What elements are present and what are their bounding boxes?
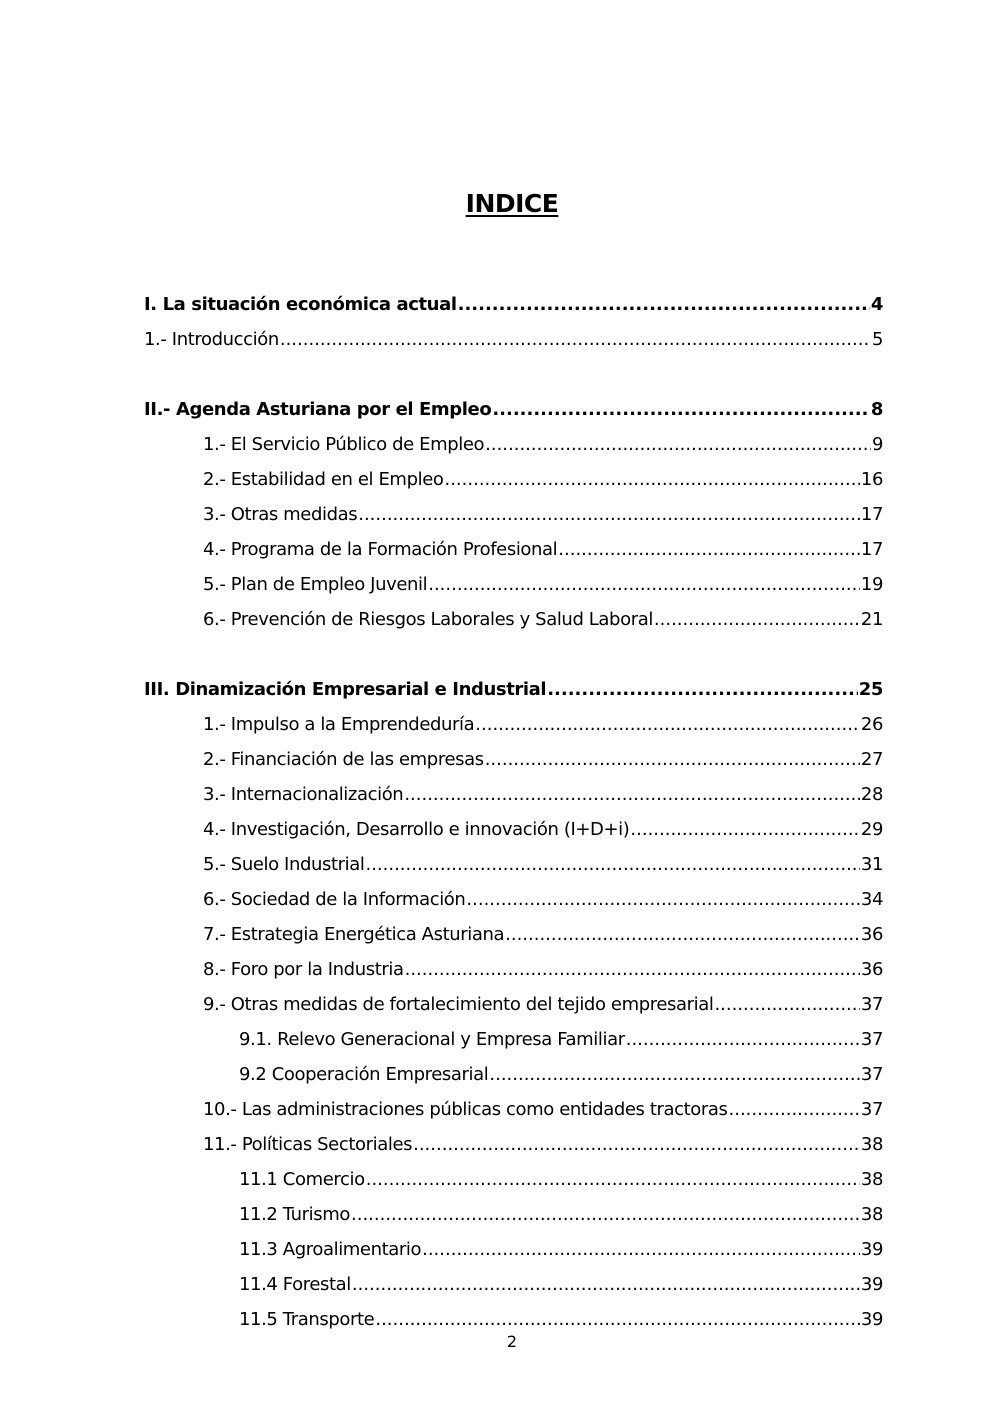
toc-entry[interactable] — [144, 742, 883, 777]
toc-entry-label: 8.- Foro por la Industria — [203, 959, 404, 980]
toc-entry-page: 19 — [860, 574, 883, 595]
toc-entry-section-2[interactable] — [144, 392, 883, 427]
toc-entry[interactable] — [144, 1267, 883, 1302]
toc-leader-dots — [458, 287, 870, 322]
toc-entry[interactable] — [144, 777, 883, 812]
page-number: 2 — [506, 1332, 518, 1351]
toc-entry-page: 21 — [860, 609, 883, 630]
toc-leader-dots — [358, 497, 860, 532]
toc-entry[interactable] — [144, 1162, 883, 1197]
toc-entry-label: 9.2 Cooperación Empresarial — [239, 1064, 489, 1085]
toc-entry-label: 3.- Otras medidas — [203, 504, 358, 525]
toc-entry-page: 37 — [860, 1064, 883, 1085]
toc-entry-page: 37 — [860, 1029, 883, 1050]
toc-entry-label: 10.- Las administraciones públicas como entidades tractoras — [203, 1099, 728, 1120]
toc-entry-label: 11.- Políticas Sectoriales — [203, 1134, 413, 1155]
toc-entry-label: I. La situación económica actual — [144, 294, 457, 315]
toc-entry-page: 31 — [860, 854, 883, 875]
toc-entry-label: 5.- Suelo Industrial — [203, 854, 365, 875]
toc-entry-label: 2.- Financiación de las empresas — [203, 749, 484, 770]
toc-entry-label: 9.1. Relevo Generacional y Empresa Familiar — [239, 1029, 625, 1050]
toc-entry[interactable] — [144, 987, 883, 1022]
toc-leader-dots — [365, 847, 859, 882]
toc-entry-page: 28 — [860, 784, 883, 805]
toc-entry-page: 17 — [860, 539, 883, 560]
toc-entry-label: 2.- Estabilidad en el Empleo — [203, 469, 444, 490]
toc-entry-label: 11.4 Forestal — [239, 1274, 351, 1295]
toc-entry-page: 37 — [860, 994, 883, 1015]
toc-entry[interactable] — [144, 497, 883, 532]
toc-leader-dots — [729, 1092, 860, 1127]
toc-leader-dots — [466, 882, 859, 917]
toc-entry-page: 36 — [860, 959, 883, 980]
toc-entry[interactable] — [144, 427, 883, 462]
toc-entry-label: 4.- Programa de la Formación Profesional — [203, 539, 558, 560]
toc-leader-dots — [654, 602, 860, 637]
toc-leader-dots — [626, 1022, 860, 1057]
toc-leader-dots — [475, 707, 860, 742]
toc-entry-section-3[interactable] — [144, 672, 883, 707]
toc-entry-label: 1.- Impulso a la Emprendeduría — [203, 714, 475, 735]
toc-entry[interactable] — [144, 602, 883, 637]
toc-entry-label: 4.- Investigación, Desarrollo e innovación (I+D+i) — [203, 819, 630, 840]
toc-entry-label: II.- Agenda Asturiana por el Empleo — [144, 399, 492, 420]
toc-leader-dots — [352, 1267, 860, 1302]
toc-entry[interactable] — [144, 917, 883, 952]
toc-leader-dots — [489, 1057, 860, 1092]
toc-entry-label: 11.1 Comercio — [239, 1169, 365, 1190]
toc-leader-dots — [485, 427, 871, 462]
toc-leader-dots — [558, 532, 860, 567]
toc-leader-dots — [428, 567, 860, 602]
toc-entry[interactable] — [144, 1022, 883, 1057]
toc-leader-dots — [280, 322, 871, 357]
toc-entry-section-1[interactable] — [144, 287, 883, 322]
toc-leader-dots — [366, 1162, 860, 1197]
toc-entry-page: 16 — [860, 469, 883, 490]
toc-entry-label: 9.- Otras medidas de fortalecimiento del tejido empresarial — [203, 994, 714, 1015]
toc-leader-dots — [422, 1232, 860, 1267]
toc-leader-dots — [630, 812, 859, 847]
toc-leader-dots — [413, 1127, 860, 1162]
toc-entry[interactable] — [144, 1127, 883, 1162]
toc-entry-page: 4 — [870, 294, 883, 315]
toc-entry-page: 25 — [858, 679, 883, 700]
toc-leader-dots — [351, 1197, 860, 1232]
toc-entry-page: 8 — [870, 399, 883, 420]
toc-leader-dots — [547, 672, 858, 707]
toc-entry-label: III. Dinamización Empresarial e Industrial — [144, 679, 547, 700]
toc-entry[interactable] — [144, 1057, 883, 1092]
toc-leader-dots — [714, 987, 859, 1022]
toc-entry[interactable] — [144, 847, 883, 882]
toc-entry-page: 38 — [860, 1134, 883, 1155]
toc-entry-page: 17 — [860, 504, 883, 525]
toc-entry[interactable] — [144, 1092, 883, 1127]
toc-entry[interactable] — [144, 882, 883, 917]
toc-leader-dots — [405, 952, 860, 987]
toc-entry-page: 39 — [860, 1309, 883, 1330]
toc-entry-page: 9 — [871, 434, 883, 455]
toc-entry[interactable] — [144, 952, 883, 987]
toc-entry-label: 1.- Introducción — [144, 329, 279, 350]
toc-entry-page: 34 — [860, 889, 883, 910]
toc-entry-page: 38 — [860, 1169, 883, 1190]
toc-entry-page: 38 — [860, 1204, 883, 1225]
toc-entry[interactable] — [144, 462, 883, 497]
toc-entry-label: 11.2 Turismo — [239, 1204, 350, 1225]
toc-leader-dots — [492, 392, 870, 427]
toc-entry-label: 6.- Sociedad de la Información — [203, 889, 466, 910]
toc-entry-label: 7.- Estrategia Energética Asturiana — [203, 924, 505, 945]
toc-leader-dots — [485, 742, 860, 777]
toc-entry-page: 29 — [860, 819, 883, 840]
toc-entry-page: 36 — [860, 924, 883, 945]
toc-entry-page: 5 — [871, 329, 883, 350]
toc-entry-label: 1.- El Servicio Público de Empleo — [203, 434, 485, 455]
toc-entry[interactable] — [144, 707, 883, 742]
toc-entry-page: 39 — [860, 1239, 883, 1260]
toc-entry-label: 5.- Plan de Empleo Juvenil — [203, 574, 428, 595]
toc-entry-page: 26 — [860, 714, 883, 735]
toc-leader-dots — [505, 917, 860, 952]
toc-entry[interactable] — [144, 567, 883, 602]
toc-entry[interactable] — [144, 812, 883, 847]
toc-entry[interactable] — [144, 1232, 883, 1267]
table-of-contents — [144, 287, 883, 1337]
toc-entry-page: 39 — [860, 1274, 883, 1295]
toc-leader-dots — [444, 462, 859, 497]
toc-entry-introduccion[interactable] — [144, 322, 883, 357]
toc-leader-dots — [404, 777, 860, 812]
page-title: INDICE — [465, 189, 559, 218]
toc-entry-label: 11.3 Agroalimentario — [239, 1239, 422, 1260]
toc-entry-label: 6.- Prevención de Riesgos Laborales y Salud Laboral — [203, 609, 653, 630]
toc-entry-page: 37 — [860, 1099, 883, 1120]
toc-entry-label: 11.5 Transporte — [239, 1309, 375, 1330]
toc-entry[interactable] — [144, 1197, 883, 1232]
toc-entry-label: 3.- Internacionalización — [203, 784, 404, 805]
toc-entry-page: 27 — [860, 749, 883, 770]
toc-entry[interactable] — [144, 532, 883, 567]
